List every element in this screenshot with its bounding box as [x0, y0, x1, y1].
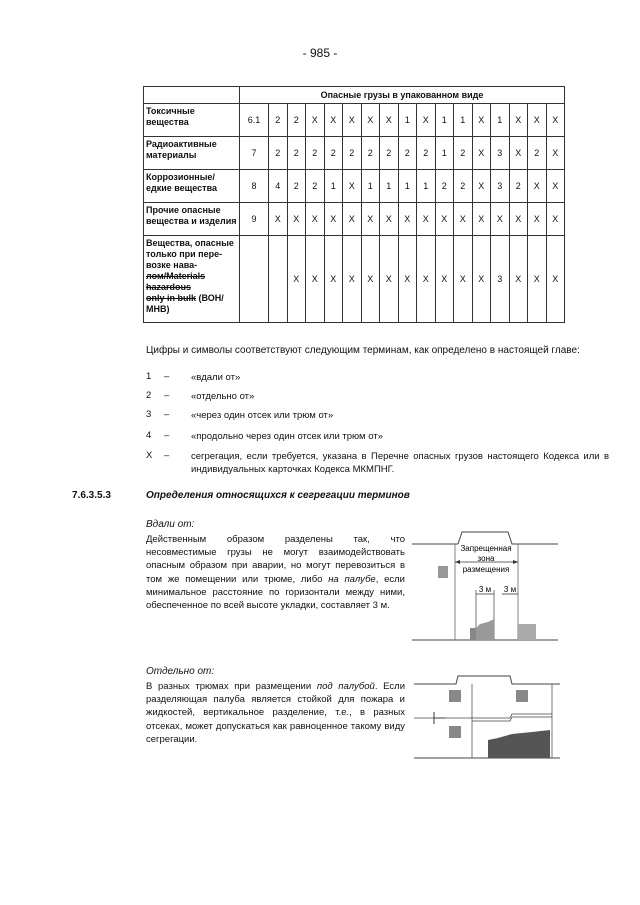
- table-cell: X: [491, 203, 510, 236]
- table-cell: 2: [324, 137, 343, 170]
- legend-text: «через один отсек или трюм от»: [191, 410, 334, 421]
- table-cell: X: [343, 203, 362, 236]
- table-cell: 2: [306, 170, 325, 203]
- table-cell: X: [472, 104, 491, 137]
- table-cell: 2: [435, 170, 454, 203]
- table-cell: 1: [380, 170, 399, 203]
- table-cell: X: [435, 236, 454, 323]
- row-class: 6.1: [240, 104, 269, 137]
- table-cell: X: [528, 170, 547, 203]
- table-row: [144, 137, 565, 170]
- table-cell: X: [343, 170, 362, 203]
- table-cell: 1: [454, 104, 473, 137]
- table-cell: 2: [417, 137, 436, 170]
- row-name: Токсичные вещества: [144, 104, 240, 137]
- table-cell: 1: [324, 170, 343, 203]
- row-class: 8: [240, 170, 269, 203]
- legend-dash: –: [164, 390, 170, 401]
- row-class: [240, 236, 269, 323]
- table-cell: 1: [435, 137, 454, 170]
- table-cell: 1: [361, 170, 380, 203]
- table-cell: X: [417, 236, 436, 323]
- separated-subtitle: Отдельно от:: [146, 666, 215, 677]
- table-cell: 2: [287, 137, 306, 170]
- table-cell: X: [546, 137, 565, 170]
- table-cell: X: [380, 203, 399, 236]
- row-class: 7: [240, 137, 269, 170]
- table-row: [144, 104, 565, 137]
- table-cell: X: [472, 236, 491, 323]
- table-cell: 2: [287, 104, 306, 137]
- table-cell: 2: [398, 137, 417, 170]
- zone-label-1: Запрещенная: [460, 544, 512, 553]
- table-cell: X: [472, 170, 491, 203]
- table-cell: X: [546, 104, 565, 137]
- legend-dash: –: [164, 409, 170, 420]
- table-cell: X: [546, 236, 565, 323]
- table-cell: 2: [380, 137, 399, 170]
- row-name: Прочие опасные вещества и изделия: [144, 203, 240, 236]
- legend-intro: Цифры и символы соответствуют следующим терминам, как определено в настоящей главе:: [146, 345, 580, 356]
- table-corner: [144, 87, 240, 104]
- table-cell: 2: [528, 137, 547, 170]
- table-cell: X: [509, 104, 528, 137]
- table-cell: X: [324, 104, 343, 137]
- table-cell: 2: [287, 170, 306, 203]
- table-cell: X: [380, 236, 399, 323]
- legend-key: 1: [146, 371, 152, 382]
- section-title: Определения относящихся к сегрегации терминов: [146, 490, 410, 501]
- table-cell: X: [528, 203, 547, 236]
- table-cell: X: [509, 236, 528, 323]
- table-cell: X: [287, 236, 306, 323]
- table-cell: [269, 236, 288, 323]
- section-number: 7.6.3.5.3: [72, 490, 111, 501]
- table-cell: X: [324, 236, 343, 323]
- table-row: [144, 203, 565, 236]
- table-cell: X: [324, 203, 343, 236]
- row-name: Радиоактивные материалы: [144, 137, 240, 170]
- table-header: Опасные грузы в упакованном виде: [240, 87, 565, 104]
- table-cell: 2: [361, 137, 380, 170]
- away-paragraph: Действенным образом разделены так, что несовместимые грузы не могут взаимодействовать опасным образом при аварии, но могут перевозиться в том же помещении или трюме, либо на палубе, если минимальное расстояние по горизонтали между ними, обеспеченное по всей высоте укладки, составляет 3 м.: [146, 534, 405, 612]
- table-cell: X: [528, 104, 547, 137]
- legend-dash: –: [164, 430, 170, 441]
- table-cell: X: [528, 236, 547, 323]
- table-cell: X: [306, 203, 325, 236]
- legend-key: 3: [146, 409, 152, 420]
- table-cell: 2: [269, 137, 288, 170]
- table-cell: 1: [398, 170, 417, 203]
- page-number: - 985 -: [302, 46, 338, 60]
- away-subtitle: Вдали от:: [146, 519, 195, 530]
- legend-text: сегрегация, если требуется, указана в Перечне опасных грузов настоящего Кодекса или в индивидуальных карточках Кодекса МКМПНГ.: [191, 451, 609, 475]
- zone-label-3: размещения: [462, 565, 510, 574]
- table-cell: 1: [417, 170, 436, 203]
- table-cell: X: [343, 104, 362, 137]
- table-cell: 2: [454, 137, 473, 170]
- table-cell: X: [287, 203, 306, 236]
- table-cell: X: [417, 104, 436, 137]
- dim-left: 3 м: [478, 585, 492, 594]
- table-cell: 3: [491, 170, 510, 203]
- table-cell: X: [454, 236, 473, 323]
- table-cell: X: [361, 203, 380, 236]
- table-cell: X: [306, 236, 325, 323]
- away-diagram: [410, 524, 560, 659]
- separated-diagram: [412, 672, 564, 767]
- table-cell: 1: [398, 104, 417, 137]
- legend-text: «продольно через один отсек или трюм от»: [191, 431, 383, 442]
- table-cell: X: [398, 236, 417, 323]
- legend-key: 4: [146, 430, 152, 441]
- table-cell: 2: [306, 137, 325, 170]
- table-cell: X: [343, 236, 362, 323]
- table-cell: X: [435, 203, 454, 236]
- table-cell: X: [361, 104, 380, 137]
- table-cell: X: [509, 203, 528, 236]
- table-cell: 2: [343, 137, 362, 170]
- table-row: [144, 170, 565, 203]
- table-cell: X: [306, 104, 325, 137]
- table-cell: X: [472, 137, 491, 170]
- table-cell: 3: [491, 137, 510, 170]
- separated-paragraph: В разных трюмах при размещении под палубой. Если разделяющая палуба является стойкой для пожара и жидкостей, вертикальное разделение, т.е., в разных отсеках, может допускаться как равноценное такому виду сегрегации.: [146, 681, 406, 745]
- table-cell: X: [380, 104, 399, 137]
- zone-label-2: зона: [477, 554, 495, 563]
- table-row: [144, 236, 565, 323]
- legend-text: «вдали от»: [191, 372, 241, 383]
- table-cell: X: [361, 236, 380, 323]
- segregation-table: [143, 86, 565, 323]
- table-cell: 4: [269, 170, 288, 203]
- table-cell: X: [509, 137, 528, 170]
- table-cell: X: [546, 170, 565, 203]
- table-cell: 1: [491, 104, 510, 137]
- row-name: Вещества, опасные только при пере- возке нава- лом/Materials hazardous only in bulk (ВОН/ МНВ): [144, 236, 240, 323]
- legend-key: X: [146, 450, 153, 461]
- table-cell: 2: [269, 104, 288, 137]
- table-cell: X: [472, 203, 491, 236]
- table-cell: X: [398, 203, 417, 236]
- legend-dash: –: [164, 371, 170, 382]
- table-cell: 2: [509, 170, 528, 203]
- table-cell: 1: [435, 104, 454, 137]
- table-cell: X: [417, 203, 436, 236]
- table-cell: X: [546, 203, 565, 236]
- legend-text: «отдельно от»: [191, 391, 255, 402]
- table-cell: X: [269, 203, 288, 236]
- legend-dash: –: [164, 450, 170, 461]
- dim-right: 3 м: [503, 585, 517, 594]
- legend-key: 2: [146, 390, 152, 401]
- row-name: Коррозионные/едкие вещества: [144, 170, 240, 203]
- table-cell: X: [454, 203, 473, 236]
- table-cell: 2: [454, 170, 473, 203]
- table-cell: 3: [491, 236, 510, 323]
- row-class: 9: [240, 203, 269, 236]
- legend-item: [146, 450, 609, 478]
